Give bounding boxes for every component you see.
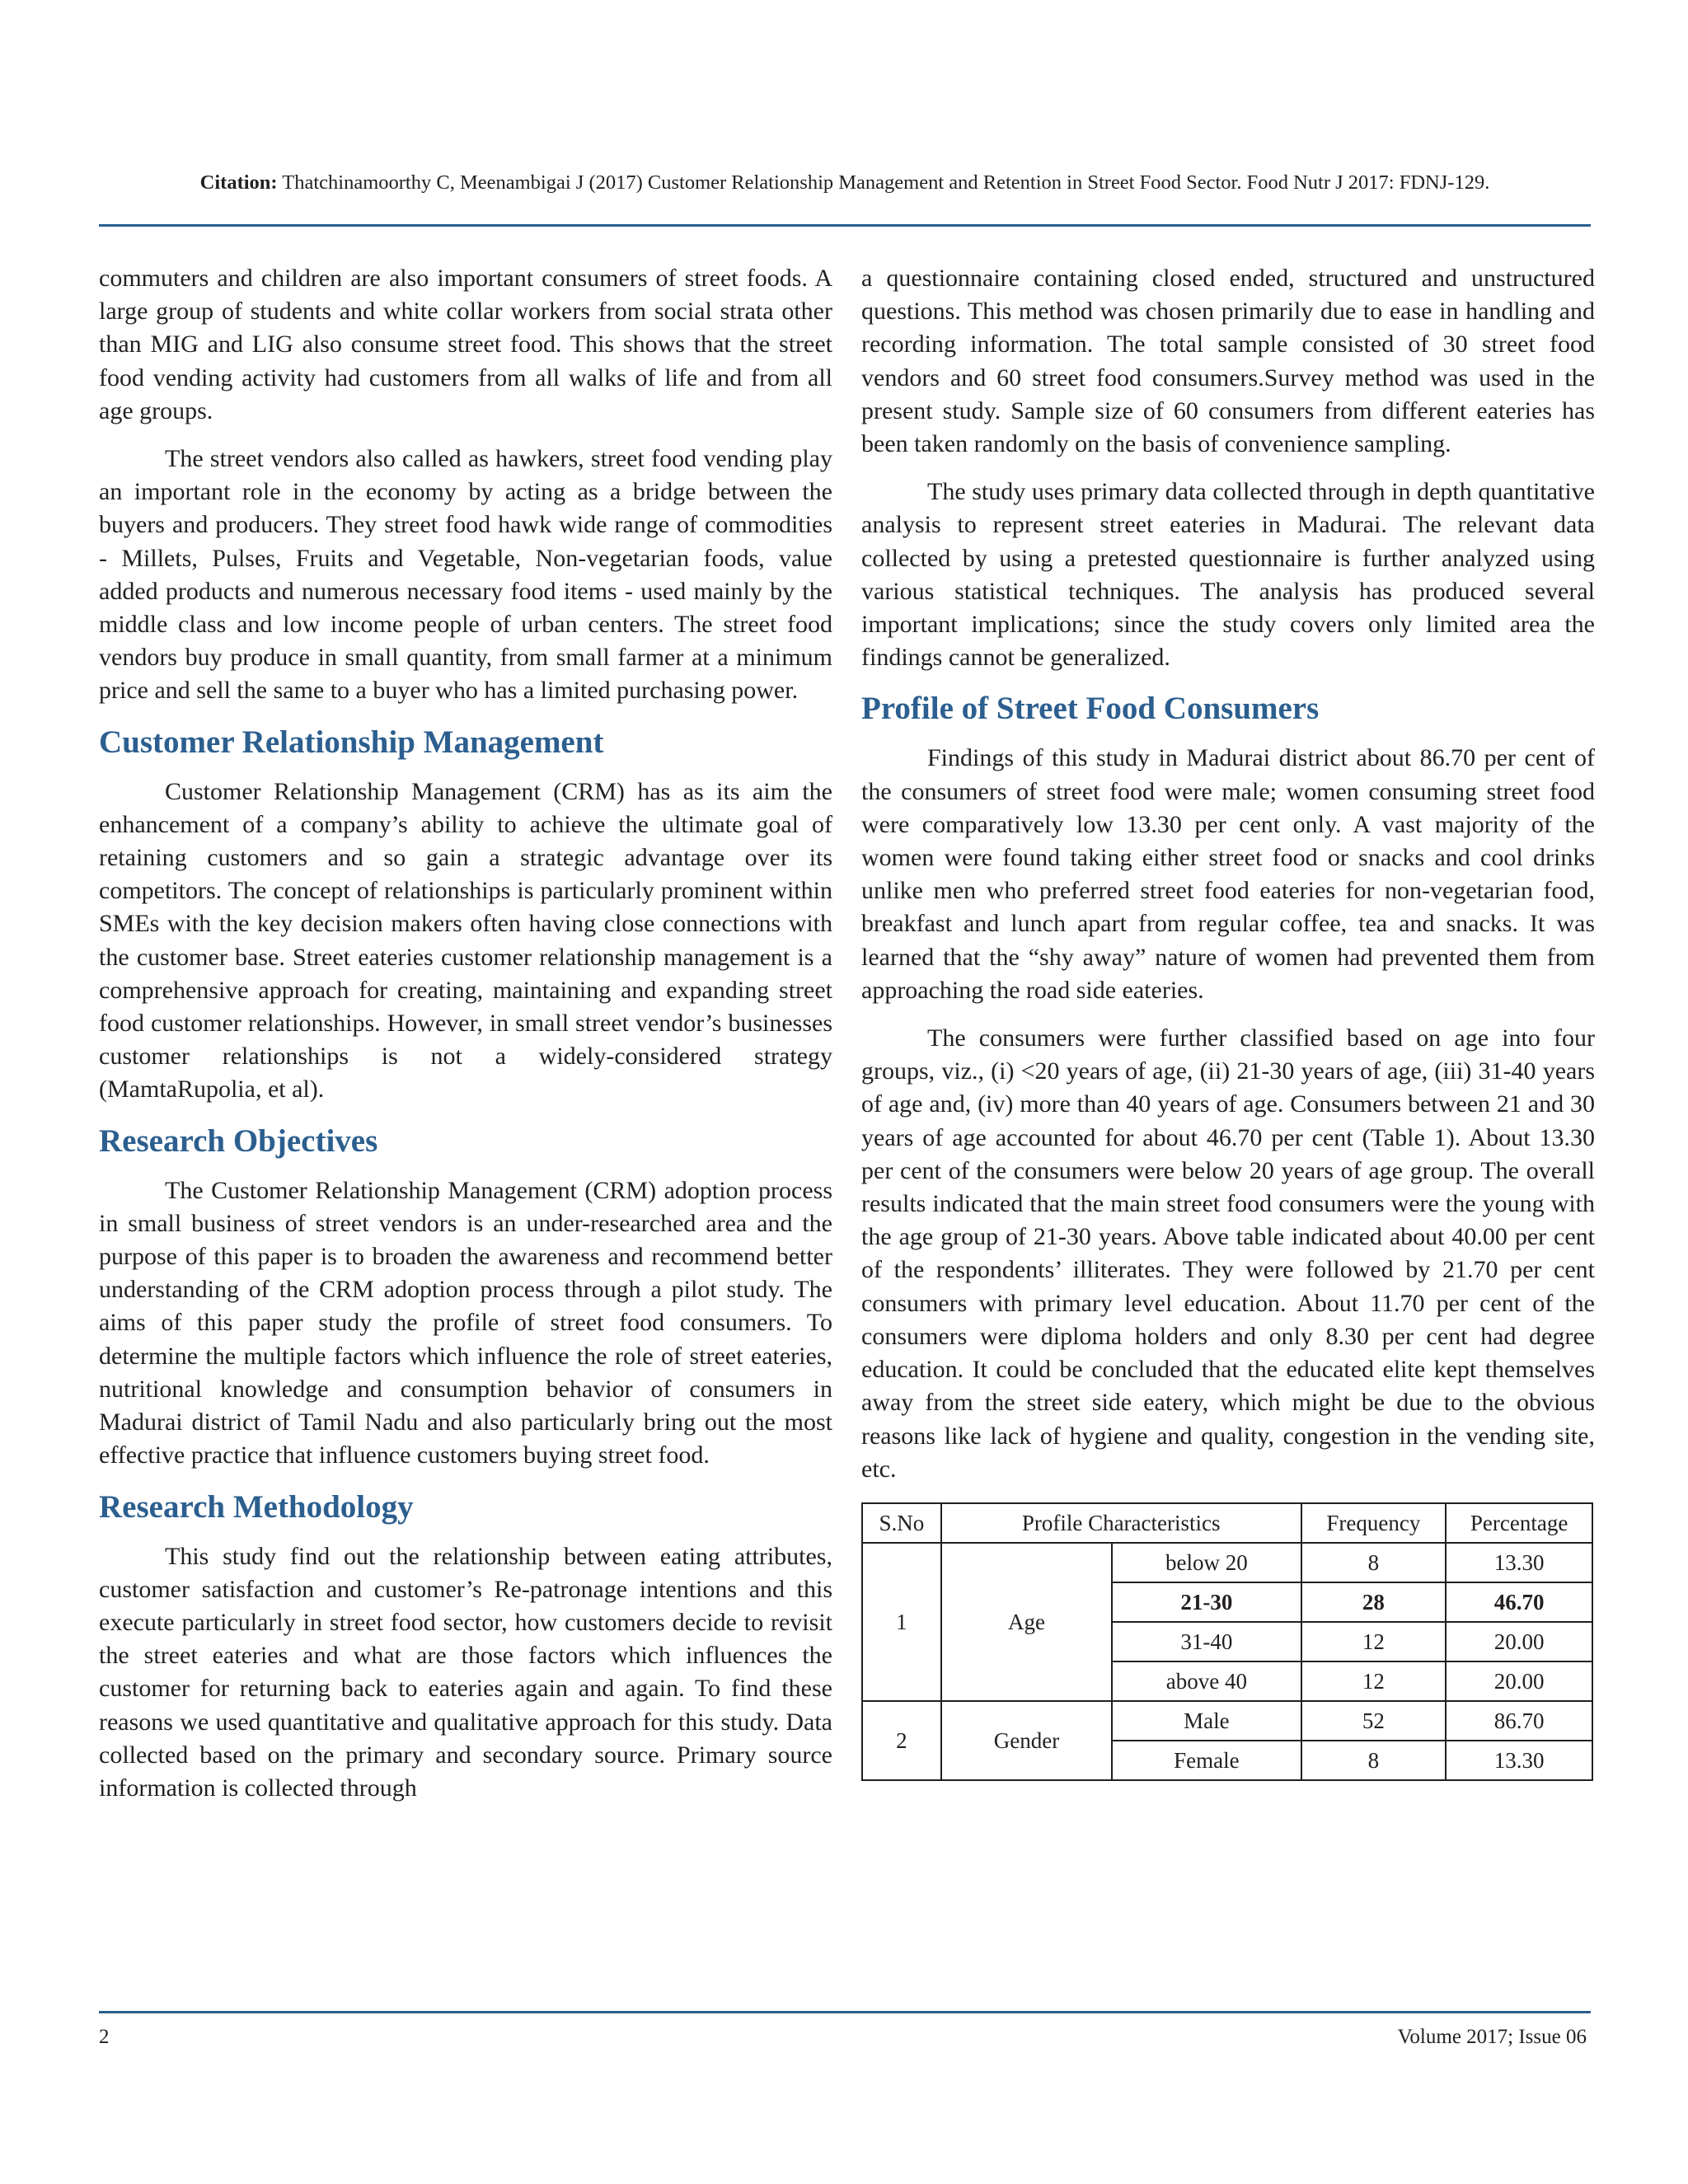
table-cell-frequency: 12	[1301, 1622, 1447, 1661]
table-header-frequency: Frequency	[1301, 1503, 1447, 1543]
right-paragraph-2: The study uses primary data collected through in depth quantitative analysis to represent street eateries in Madurai. The relevant data collected by using a pretested questionnaire is further analyzed using various statistical techniques. The analysis has produced several important implications; since the study covers only limited area the findings cannot be generalized.	[861, 478, 1595, 672]
page-number: 2	[99, 2026, 110, 2048]
table-cell-label: below 20	[1112, 1543, 1301, 1582]
heading-research-methodology: Research Methodology	[99, 1488, 414, 1525]
table-cell-percentage: 20.00	[1446, 1661, 1592, 1701]
table-cell-percentage: 20.00	[1446, 1622, 1592, 1661]
heading-crm: Customer Relationship Management	[99, 724, 604, 760]
left-column	[99, 262, 832, 1820]
table-cell-group: Age	[941, 1543, 1112, 1701]
table-header-sno: S.No	[862, 1503, 941, 1543]
heading-research-objectives: Research Objectives	[99, 1122, 378, 1159]
profile-table	[861, 1502, 1593, 1781]
citation-text: Thatchinamoorthy C, Meenambigai J (2017) Customer Relationship Management and Retention in Street Food Sector. Food Nutr J 2017: FDNJ-129.	[282, 171, 1490, 194]
table-cell-percentage: 13.30	[1446, 1741, 1592, 1780]
left-paragraph-2: The street vendors also called as hawkers, street food vending play an important role in the economy by acting as a bridge between the buyers and producers. They street food hawk wide range of commodities - Millets, Pulses, Fruits and Vegetable, Non-vegetarian foods, value added products and numerous necessary food items - used mainly by the middle class and low income people of urban centers. The street food vendors buy produce in small quantity, from small farmer at a minimum price and sell the same to a buyer who has a limited purchasing power.	[99, 445, 832, 705]
table-cell-sno: 2	[862, 1701, 941, 1780]
citation-label: Citation:	[199, 171, 278, 194]
table-cell-frequency: 8	[1301, 1543, 1447, 1582]
footer-rule	[99, 2011, 1591, 2013]
table-cell-label: 21-30	[1112, 1582, 1301, 1622]
methodology-paragraph: This study find out the relationship between eating attributes, customer satisfaction and customer’s Re-patronage intentions and this execute particularly in street food sector, how customers decide to revisit the street eateries and what are those factors which influences the customer for returning back to eateries again and again. To find these reasons we used quantitative and qualitative approach for this study. Data collected based on the primary and secondary source. Primary source information is collected through	[99, 1542, 832, 1802]
volume-issue: Volume 2017; Issue 06	[1397, 2026, 1587, 2048]
table-cell-label: Female	[1112, 1741, 1301, 1780]
header-rule	[99, 224, 1591, 227]
table-cell-label: 31-40	[1112, 1622, 1301, 1661]
heading-profile: Profile of Street Food Consumers	[861, 691, 1320, 727]
table-cell-label: Male	[1112, 1701, 1301, 1741]
table-cell-frequency: 12	[1301, 1661, 1447, 1701]
objectives-paragraph: The Customer Relationship Management (CRM) adoption process in small business of street vendors is an under-researched area and the purpose of this paper is to broaden the awareness and recommend better understanding of the CRM adoption process through a pilot study. The aims of this paper study the profile of street food consumers. To determine the multiple factors which influence the role of street eateries, nutritional knowledge and consumption behavior of consumers in Madurai district of Tamil Nadu and also particularly bring out the most effective practice that influence customers buying street food.	[99, 1176, 832, 1469]
table-cell-percentage: 46.70	[1446, 1582, 1592, 1622]
table-header-row	[862, 1503, 1592, 1543]
right-column	[861, 262, 1595, 1781]
citation-header	[99, 171, 1591, 194]
table-cell-percentage: 86.70	[1446, 1701, 1592, 1741]
table-cell-frequency: 52	[1301, 1701, 1447, 1741]
table-cell-label: above 40	[1112, 1661, 1301, 1701]
profile-paragraph-2: The consumers were further classified based on age into four groups, viz., (i) <20 years of age, (ii) 21-30 years of age, (iii) 31-40 years of age and, (iv) more than 40 years of age. Consumers between 21 and 30 years of age accounted for about 46.70 per cent (Table 1). About 13.30 per cent of the consumers were below 20 years of age group. The overall results indicated that the main street food consumers were the young with the age group of 21-30 years. Above table indicated about 40.00 per cent of the respondents’ illiterates. They were followed by 21.70 per cent consumers with primary level education. About 11.70 per cent of the consumers were diploma holders and only 8.30 per cent had degree education. It could be concluded that the educated elite kept themselves away from the street side eatery, which might be due to the obvious reasons like lack of hygiene and quality, congestion in the vending site, etc.	[861, 1024, 1595, 1483]
left-paragraph-1: commuters and children are also important consumers of street foods. A large group of students and white collar workers from social strata other than MIG and LIG also consume street food. This shows that the street food vending activity had customers from all walks of life and from all age groups.	[99, 265, 832, 424]
table-row	[862, 1701, 1592, 1741]
table-cell-frequency: 8	[1301, 1741, 1447, 1780]
profile-paragraph-1: Findings of this study in Madurai district about 86.70 per cent of the consumers of street food were male; women consuming street food were comparatively low 13.30 per cent only. A vast majority of the women were found taking either street food or snacks and cool drinks unlike men who preferred street food eateries for non-vegetarian food, breakfast and lunch apart from regular coffee, tea and snacks. It was learned that the “shy away” nature of women had prevented them from approaching the road side eateries.	[861, 744, 1595, 1004]
table-cell-frequency: 28	[1301, 1582, 1447, 1622]
table-cell-sno: 1	[862, 1543, 941, 1701]
table-header-profile: Profile Characteristics	[941, 1503, 1301, 1543]
table-cell-percentage: 13.30	[1446, 1543, 1592, 1582]
table-cell-group: Gender	[941, 1701, 1112, 1780]
table-row	[862, 1543, 1592, 1582]
right-paragraph-1: a questionnaire containing closed ended, structured and unstructured questions. This method was chosen primarily due to ease in handling and recording information. The total sample consisted of 30 street food vendors and 60 street food consumers.Survey method was used in the present study. Sample size of 60 consumers from different eateries has been taken randomly on the basis of convenience sampling.	[861, 265, 1595, 458]
crm-paragraph: Customer Relationship Management (CRM) has as its aim the enhancement of a company’s ability to achieve the ultimate goal of retaining customers and so gain a strategic advantage over its competitors. The concept of relationships is particularly prominent within SMEs with the key decision makers often having close connections with the customer base. Street eateries customer relationship management is a comprehensive approach for creating, maintaining and expanding street food customer relationships. However, in small street vendor’s businesses customer relationships is not a widely-considered strategy (MamtaRupolia, et al).	[99, 777, 832, 1104]
table-header-percentage: Percentage	[1446, 1503, 1592, 1543]
